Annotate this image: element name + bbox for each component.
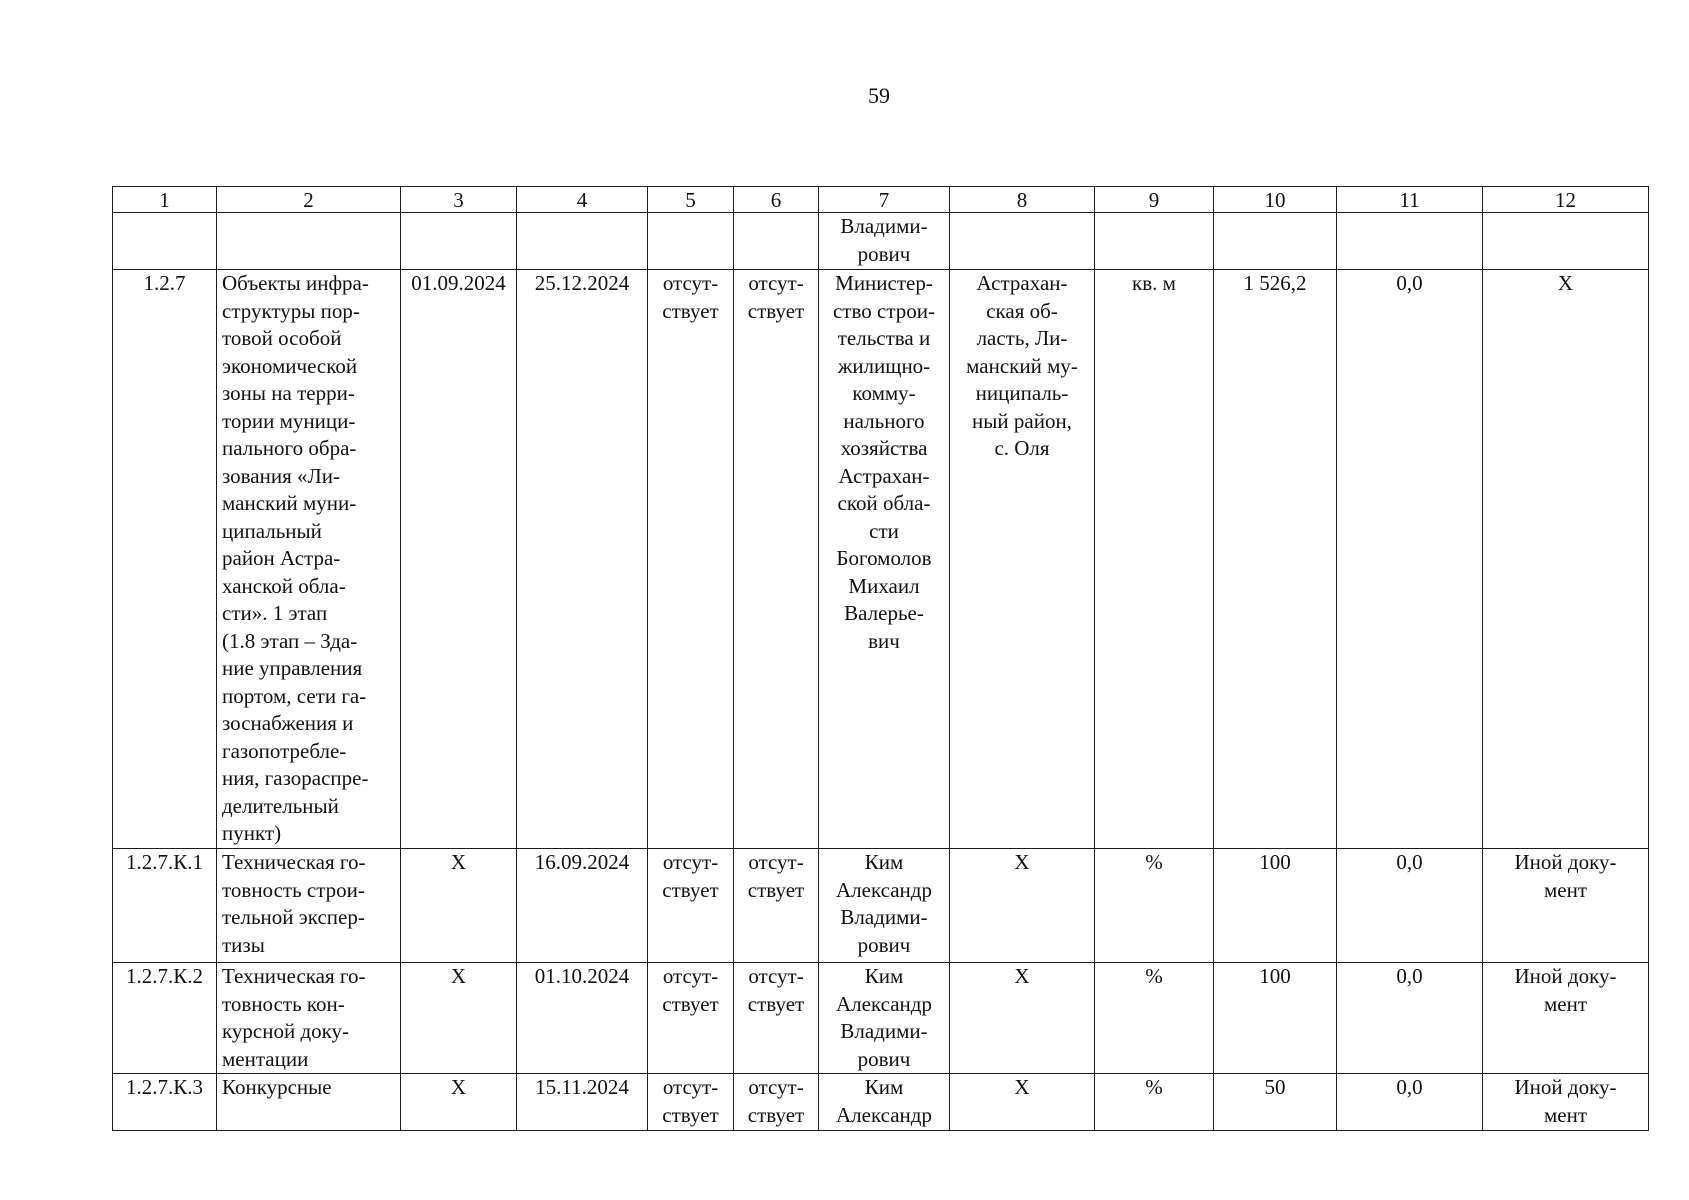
column-header: 5 [648, 187, 734, 213]
row-unit: кв. м [1095, 270, 1214, 849]
column-header: 2 [217, 187, 401, 213]
row-responsible: Владими- рович [819, 213, 950, 270]
row-name: Техническая го- товность строи- тельной экспер- тизы [217, 849, 401, 963]
row-col6: отсут- ствует [734, 849, 819, 963]
row-unit [1095, 213, 1214, 270]
row-col5: отсут- ствует [648, 963, 734, 1074]
row-col5: отсут- ствует [648, 270, 734, 849]
row-responsible: Министер- ство строи- тельства и жилищно- комму- нального хозяйства Астрахан- ской обла- сти Богомолов Михаил Валерье- вич [819, 270, 950, 849]
row-col11: 0,0 [1337, 270, 1483, 849]
table-row [113, 213, 1649, 270]
row-end-date: 16.09.2024 [517, 849, 648, 963]
row-value: 50 [1214, 1074, 1337, 1131]
row-start-date [401, 213, 517, 270]
column-header: 12 [1483, 187, 1649, 213]
row-code [113, 213, 217, 270]
row-col11 [1337, 213, 1483, 270]
row-code: 1.2.7.К.2 [113, 963, 217, 1074]
row-start-date: X [401, 1074, 517, 1131]
row-document: Иной доку- мент [1483, 963, 1649, 1074]
row-value [1214, 213, 1337, 270]
row-document: Иной доку- мент [1483, 849, 1649, 963]
row-document: Иной доку- мент [1483, 1074, 1649, 1131]
row-col11: 0,0 [1337, 963, 1483, 1074]
column-header: 10 [1214, 187, 1337, 213]
table-row [113, 1074, 1649, 1131]
row-code: 1.2.7.К.1 [113, 849, 217, 963]
row-name: Техническая го- товность кон- курсной доку- ментации [217, 963, 401, 1074]
row-start-date: 01.09.2024 [401, 270, 517, 849]
row-value: 1 526,2 [1214, 270, 1337, 849]
column-header: 11 [1337, 187, 1483, 213]
row-location: X [950, 963, 1095, 1074]
row-code: 1.2.7.К.3 [113, 1074, 217, 1131]
row-unit: % [1095, 849, 1214, 963]
row-name: Конкурсные [217, 1074, 401, 1131]
row-col6: отсут- ствует [734, 963, 819, 1074]
row-code: 1.2.7 [113, 270, 217, 849]
table-row [113, 270, 1649, 849]
row-responsible: Ким Александр Владими- рович [819, 849, 950, 963]
row-location: X [950, 849, 1095, 963]
row-col5 [648, 213, 734, 270]
column-header: 1 [113, 187, 217, 213]
row-col6: отсут- ствует [734, 1074, 819, 1131]
row-end-date: 25.12.2024 [517, 270, 648, 849]
row-name: Объекты инфра- структуры пор- товой особой экономической зоны на терри- тории муници- пального обра- зования «Ли- манский муни- ципальный район Астра- ханской обла- сти». 1 этап (1.8 этап – Зда- ние управления портом, сети га- зоснабжения и газопотребле- ния, газораспре- делительный пункт) [217, 270, 401, 849]
column-header: 4 [517, 187, 648, 213]
row-location [950, 213, 1095, 270]
column-header: 6 [734, 187, 819, 213]
column-header: 7 [819, 187, 950, 213]
row-value: 100 [1214, 963, 1337, 1074]
row-col6: отсут- ствует [734, 270, 819, 849]
page-number: 59 [868, 83, 890, 108]
row-value: 100 [1214, 849, 1337, 963]
row-unit: % [1095, 1074, 1214, 1131]
row-col5: отсут- ствует [648, 849, 734, 963]
row-end-date [517, 213, 648, 270]
row-unit: % [1095, 963, 1214, 1074]
column-header: 9 [1095, 187, 1214, 213]
row-document: X [1483, 270, 1649, 849]
row-end-date: 01.10.2024 [517, 963, 648, 1074]
plan-table [112, 186, 1649, 1131]
table-row [113, 963, 1649, 1074]
row-name [217, 213, 401, 270]
row-col11: 0,0 [1337, 849, 1483, 963]
row-end-date: 15.11.2024 [517, 1074, 648, 1131]
row-start-date: X [401, 849, 517, 963]
row-start-date: X [401, 963, 517, 1074]
row-location: X [950, 1074, 1095, 1131]
column-header: 3 [401, 187, 517, 213]
column-number-row [113, 187, 1649, 213]
row-location: Астрахан- ская об- ласть, Ли- манский му- ниципаль- ный район, с. Оля [950, 270, 1095, 849]
row-document [1483, 213, 1649, 270]
column-header: 8 [950, 187, 1095, 213]
row-responsible: Ким Александр [819, 1074, 950, 1131]
row-responsible: Ким Александр Владими- рович [819, 963, 950, 1074]
row-col6 [734, 213, 819, 270]
table-row [113, 849, 1649, 963]
row-col11: 0,0 [1337, 1074, 1483, 1131]
row-col5: отсут- ствует [648, 1074, 734, 1131]
